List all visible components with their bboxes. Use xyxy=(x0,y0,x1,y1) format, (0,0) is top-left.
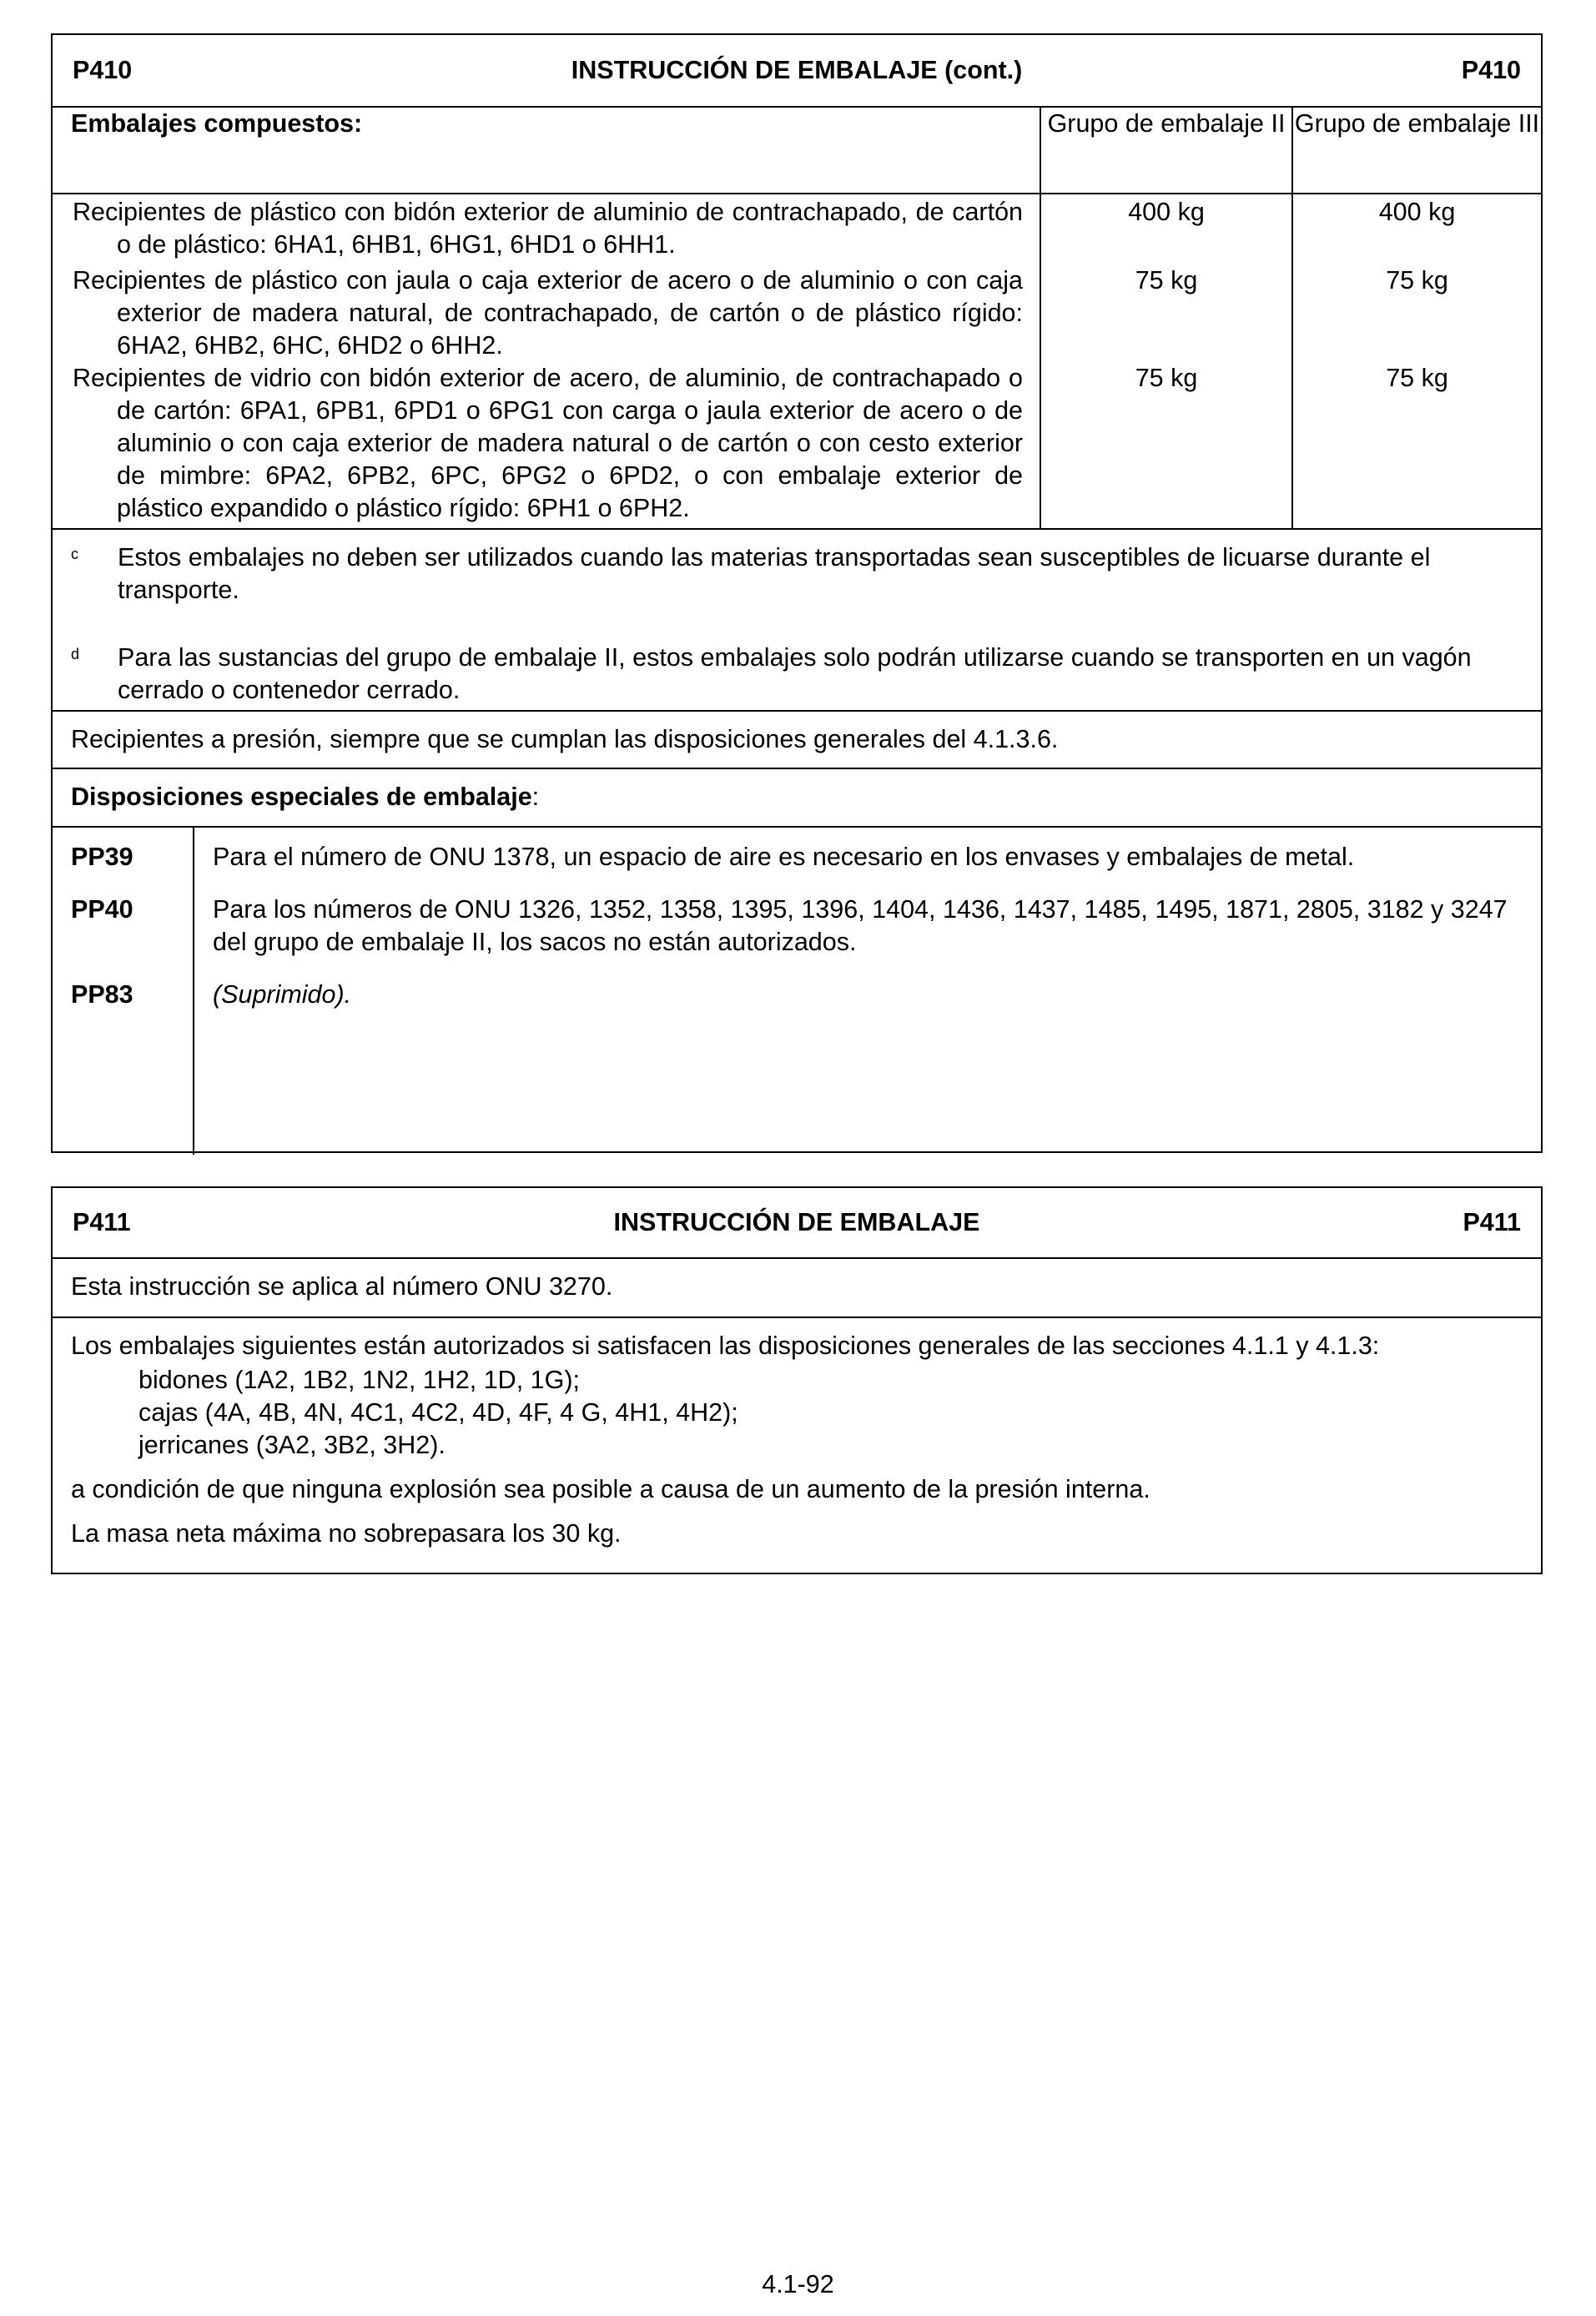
special-provisions-heading xyxy=(53,768,1541,825)
provision-code: PP39 xyxy=(71,842,133,871)
p411-code-left: P411 xyxy=(73,1207,131,1236)
composite-value-iii: 400 kg xyxy=(1292,194,1541,264)
composite-value-iii: 75 kg xyxy=(1292,362,1541,528)
special-provisions-table xyxy=(53,826,1541,1155)
special-provisions-title: Disposiciones especiales de embalaje xyxy=(71,783,532,812)
p410-code-left: P410 xyxy=(73,55,133,84)
composite-packagings-table xyxy=(53,108,1541,528)
list-item: jerricanes (3A2, 3B2, 3H2). xyxy=(138,1431,446,1460)
column-header-group-iii: Grupo de embalaje III xyxy=(1292,108,1541,194)
composite-table-header xyxy=(53,108,1541,194)
composite-value-ii: 75 kg xyxy=(1040,264,1292,362)
p410-header xyxy=(53,35,1541,108)
special-provisions-texts xyxy=(194,828,1541,1155)
p411-instruction-box xyxy=(51,1186,1543,1574)
composite-item-text: Recipientes de plástico con bidón exterior de aluminio de contrachapado, de cartón o de plástico: 6HA1, 6HB1, 6HG1, 6HD1 o 6HH1. xyxy=(73,198,1023,259)
provision-code: PP40 xyxy=(71,894,133,924)
list-item: cajas (4A, 4B, 4N, 4C1, 4C2, 4D, 4F, 4 G, 4H1, 4H2); xyxy=(138,1398,738,1427)
footnote-c xyxy=(53,541,1541,607)
footnotes xyxy=(53,528,1541,710)
composite-item-text: Recipientes de plástico con jaula o caja exterior de acero o de aluminio o con caja exterior de madera natural, de contrachapado, de cartón o de plástico rígido: 6HA2, 6HB2, 6HC, 6HD2 o 6HH2. xyxy=(73,266,1023,360)
table-row xyxy=(53,362,1541,528)
provision-text: Para los números de ONU 1326, 1352, 1358, 1395, 1396, 1404, 1436, 1437, 1485, 1495, 1871, 2805, 3182 y 3247 del grupo de embalaje II, los sacos no están autorizados. xyxy=(213,894,1508,956)
provision-text: Para el número de ONU 1378, un espacio de aire es necesario en los envases y embalajes de metal. xyxy=(213,842,1355,871)
table-row xyxy=(53,264,1541,362)
provision-text: (Suprimido). xyxy=(213,979,352,1009)
p411-condition: a condición de que ninguna explosión sea posible a causa de un aumento de la presión interna. xyxy=(71,1475,1150,1504)
p410-title: INSTRUCCIÓN DE EMBALAJE (cont.) xyxy=(571,55,1023,84)
footnote-mark: c xyxy=(71,546,78,563)
page-number: 4.1-92 xyxy=(762,2270,834,2298)
p411-authorized-packagings xyxy=(53,1317,1541,1563)
provision-code: PP83 xyxy=(71,979,133,1009)
pressure-receptacles-row: Recipientes a presión, siempre que se cumplan las disposiciones generales del 4.1.3.6. xyxy=(53,710,1541,768)
table-row xyxy=(53,194,1541,264)
special-provisions-colon: : xyxy=(531,783,540,812)
composite-heading: Embalajes compuestos: xyxy=(53,108,1040,194)
footnote-text: Para las sustancias del grupo de embalaje II, estos embalajes solo podrán utilizarse cuando se transporten en un vagón cerrado o contenedor cerrado. xyxy=(118,643,1472,705)
p411-title: INSTRUCCIÓN DE EMBALAJE xyxy=(613,1207,980,1236)
p411-intro: Los embalajes siguientes están autorizados si satisfacen las disposiciones generales de las secciones 4.1.1 y 4.1.3: xyxy=(71,1332,1380,1361)
composite-value-ii: 75 kg xyxy=(1040,362,1292,528)
p410-instruction-box xyxy=(51,33,1543,1153)
composite-value-ii: 400 kg xyxy=(1040,194,1292,264)
p411-packaging-list xyxy=(71,1364,1523,1462)
p411-net-mass: La masa neta máxima no sobrepasara los 30 kg. xyxy=(71,1519,622,1548)
p410-code-right: P410 xyxy=(1461,55,1521,84)
special-provisions-codes xyxy=(53,828,194,1155)
column-header-group-ii: Grupo de embalaje II xyxy=(1040,108,1292,194)
p411-code-right: P411 xyxy=(1463,1207,1521,1236)
list-item: bidones (1A2, 1B2, 1N2, 1H2, 1D, 1G); xyxy=(138,1366,580,1395)
footnote-text: Estos embalajes no deben ser utilizados cuando las materias transportadas sean susceptibles de licuarse durante el transporte. xyxy=(118,543,1431,605)
footnote-mark: d xyxy=(71,646,80,663)
p411-header xyxy=(53,1188,1541,1259)
composite-value-iii: 75 kg xyxy=(1292,264,1541,362)
composite-item-text: Recipientes de vidrio con bidón exterior de acero, de aluminio, de contrachapado o de cartón: 6PA1, 6PB1, 6PD1 o 6PG1 con carga o jaula exterior de acero o de aluminio o con caja exterior de madera natural o de cartón o con cesto exterior de mimbre: 6PA2, 6PB2, 6PC, 6PG2 o 6PD2, o con embalaje exterior de plástico expandido o plástico rígido: 6PH1 o 6PH2. xyxy=(73,364,1023,523)
footnote-d xyxy=(53,642,1541,707)
p411-applies-row: Esta instrucción se aplica al número ONU 3270. xyxy=(71,1272,613,1301)
